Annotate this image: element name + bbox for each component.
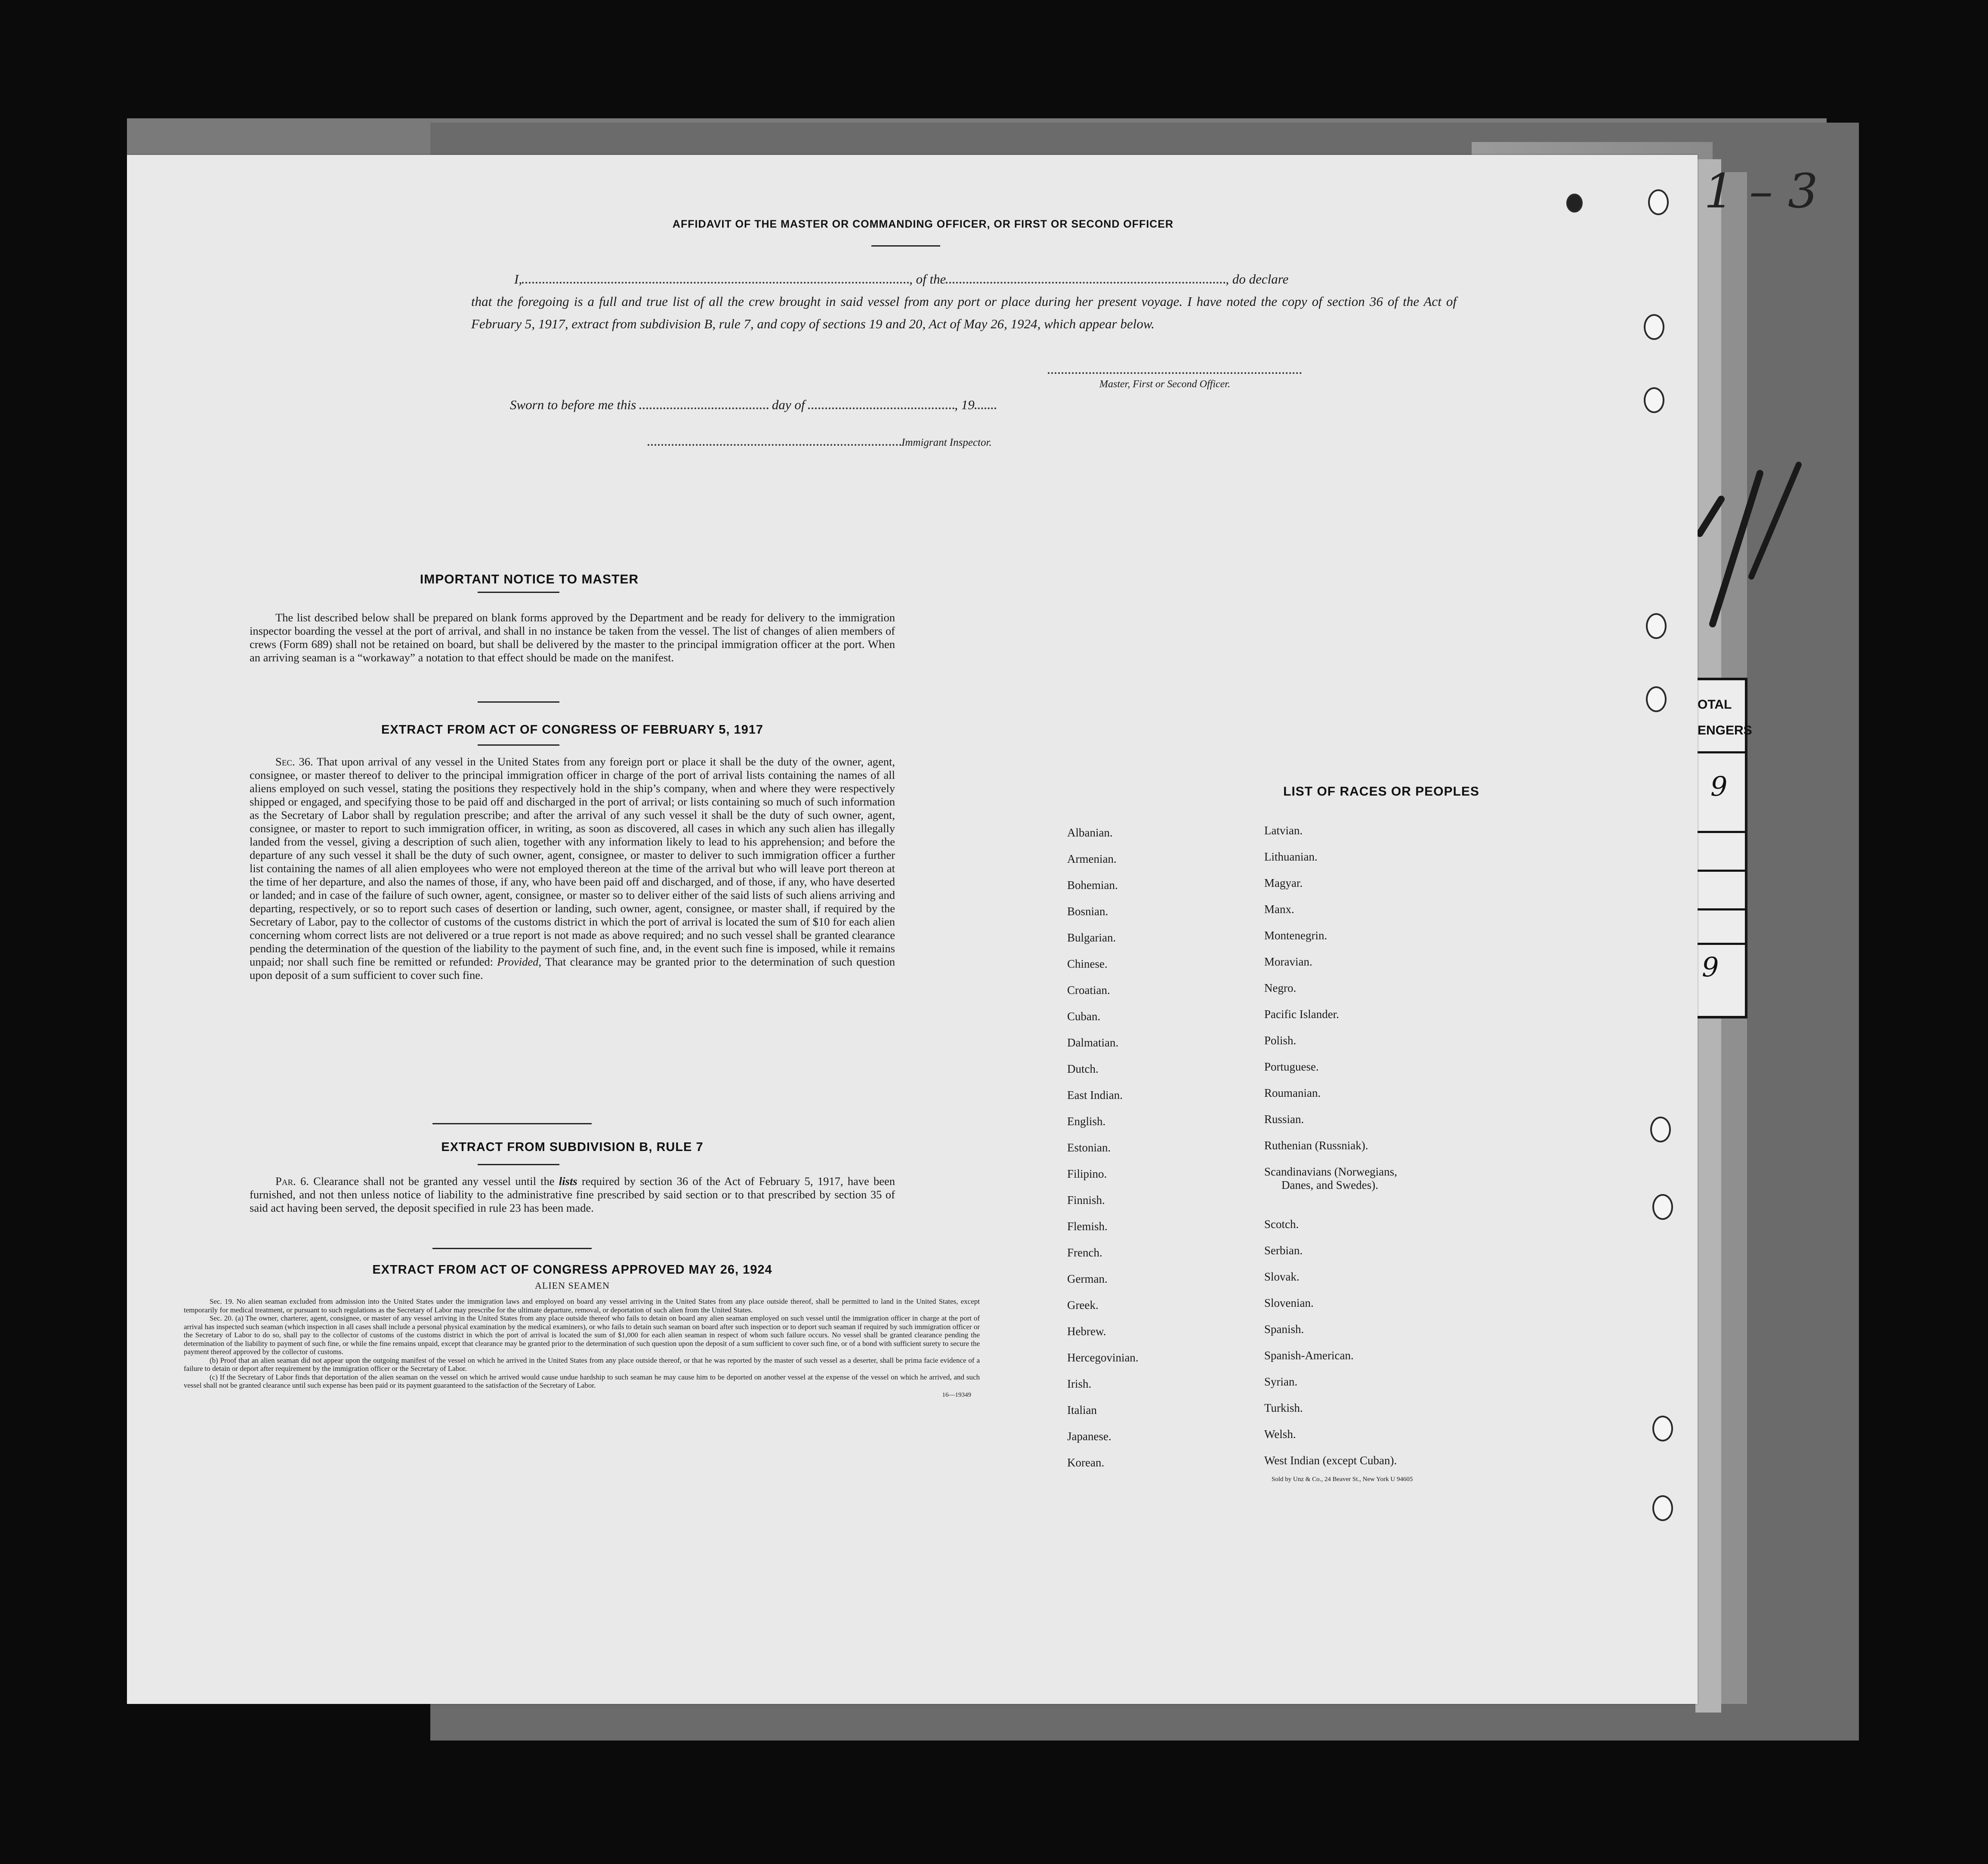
extract-rule7-title: EXTRACT FROM SUBDIVISION B, RULE 7 — [441, 1140, 704, 1154]
race-item: Cuban. — [1067, 1010, 1101, 1023]
sec-19-text: Sec. 19. No alien seaman excluded from admission into the United States under the immigration laws and employed on board any vessel arriving in the United States from any place outside thereof, shall be permitted to land in the United States, except temporarily for medical treatment, or pursuant to such regulations as the Secretary of Labor may prescribe for the ultimate departure, removal, or deportation of such alien from the United States. — [184, 1297, 980, 1314]
race-item: Croatian. — [1067, 984, 1110, 997]
divider — [478, 701, 559, 703]
race-item: French. — [1067, 1246, 1102, 1259]
divider — [478, 592, 559, 593]
extract-1924-subtitle: ALIEN SEAMEN — [535, 1280, 610, 1291]
race-item: Armenian. — [1067, 852, 1117, 865]
sworn-line — [510, 397, 996, 413]
race-item: Negro. — [1264, 981, 1297, 994]
races-column-2 — [1264, 824, 1397, 1480]
lists-emphasis: lists — [559, 1175, 577, 1188]
handwritten-strokes — [1687, 447, 1816, 628]
binder-hole — [1644, 387, 1664, 413]
tally-header-1: OTAL — [1698, 697, 1732, 712]
extract-1917-title: EXTRACT FROM ACT OF CONGRESS OF FEBRUARY 5, 1917 — [381, 723, 764, 737]
sworn-year-blank — [975, 407, 996, 409]
race-item: Pacific Islander. — [1264, 1008, 1339, 1021]
par-6-text-a: Clearance shall not be granted any vessel until the — [313, 1175, 555, 1188]
sec-36-end: That clearance may be granted prior to the determination of such question upon deposit of a sum sufficient to cover such fine. — [250, 955, 895, 981]
race-item: Magyar. — [1264, 876, 1303, 889]
race-item: Bohemian. — [1067, 879, 1118, 892]
races-column-1 — [1067, 826, 1139, 1482]
race-item: Welsh. — [1264, 1428, 1296, 1441]
race-item: Irish. — [1067, 1377, 1092, 1390]
form-number: 16—19349 — [942, 1391, 971, 1398]
race-item: English. — [1067, 1115, 1106, 1128]
race-item: German. — [1067, 1272, 1108, 1285]
race-item: Syrian. — [1264, 1375, 1298, 1388]
race-item: Korean. — [1067, 1456, 1105, 1469]
race-item: Finnish. — [1067, 1194, 1105, 1207]
binder-hole — [1646, 613, 1667, 639]
tally-header-2: ENGERS — [1698, 723, 1752, 738]
race-item: Russian. — [1264, 1113, 1304, 1126]
inspector-blank — [648, 444, 901, 446]
race-item-scandinavians: Scandinavians (Norwegians, — [1264, 1165, 1397, 1178]
sworn-month-blank — [808, 407, 954, 409]
race-item: Greek. — [1067, 1299, 1099, 1312]
handwritten-corner-mark: 1 – 3 — [1704, 164, 1818, 219]
race-item: Spanish-American. — [1264, 1349, 1354, 1362]
affidavit-of-the-label: , of the — [909, 272, 946, 287]
divider — [432, 1123, 592, 1124]
notice-section — [250, 611, 895, 664]
race-item: Chinese. — [1067, 957, 1108, 970]
vessel-blank — [946, 282, 1226, 284]
race-item: Turkish. — [1264, 1401, 1303, 1414]
signature-blank — [1048, 372, 1302, 374]
sec-20a-text: Sec. 20. (a) The owner, charterer, agent, consignee, or master of any vessel arriving in the United States from any place outside thereof who fails to detain on board any alien seaman employed on such vessel until the immigration officer in charge at the port of arrival has inspected such seaman (which inspection in all cases shall include a personal physical examination by the medical examiners), or who fails to detain such seaman on board after such inspection or to deport such seaman if required by such immigration officer or the Secretary of Labor to do so, shall pay to the collector of customs of the customs district in which the port of arrival is located the sum of $1,000 for each alien seaman in respect of whom such failure occurs. No vessel shall be granted clearance pending the determination of the liability to payment of such fine, or while the fine remains unpaid, except that clearance may be granted prior to the determination of such question upon the deposit of a sum sufficient to cover such fine, or of a bond with sufficient surety to secure the payment thereof approved by the collector of customs. — [184, 1314, 980, 1356]
affidavit-declaration — [471, 268, 1457, 335]
sec-20c-text: (c) If the Secretary of Labor finds that deportation of the alien seaman on the vessel on which he arrived would cause undue hardship to such seaman he may cause him to be deported on another vessel at the expense of the vessel on which he arrived, and such vessel shall not be granted clearance until such expense has been paid or its payment guaranteed to the satisfaction of the Secretary of Labor. — [184, 1373, 980, 1389]
race-item: Polish. — [1264, 1034, 1297, 1047]
extract-1917-section — [250, 755, 895, 982]
affidavit-declare-label: , do declare — [1226, 272, 1289, 287]
sworn-year: , 19 — [954, 397, 975, 412]
extract-1924-title: EXTRACT FROM ACT OF CONGRESS APPROVED MAY 26, 1924 — [372, 1263, 772, 1277]
binder-hole — [1652, 1416, 1673, 1441]
race-item: West Indian (except Cuban). — [1264, 1454, 1397, 1467]
divider — [871, 245, 940, 247]
provided-label: Provided, — [497, 955, 542, 968]
affidavit-body: that the foregoing is a full and true list of all the crew brought in said vessel from any port or place during her present voyage. I have noted the copy of section 36 of the Act of February 5, 1917, extract from subdivision B, rule 7, and copy of sections 19 and 20, Act of May 26, 1924, which appear below. — [471, 294, 1457, 331]
race-item: Serbian. — [1264, 1244, 1303, 1257]
race-item: Dalmatian. — [1067, 1036, 1119, 1049]
document-page — [127, 155, 1698, 1704]
binder-hole — [1652, 1495, 1673, 1521]
divider — [478, 1164, 559, 1165]
sec-36-text: That upon arrival of any vessel in the United States from any foreign port or place it shall be the duty of the owner, agent, consignee, or master thereof to deliver to the principal immigration officer in charge of the port of arrival lists containing the names of all aliens employed on such vessel, stating the positions they respectively hold in the ship’s company, when and where they were respectively shipped or engaged, and specifying those to be paid off and discharged in the port of arrival; or lists containing so much of such information as the Secretary of Labor shall by regulation prescribe; and after the arrival of any such vessel it shall be the duty of such owner, agent, consignee, or master to report to such immigration officer, in writing, as soon as discovered, all cases in which any such alien has illegally landed from the vessel, giving a description of such alien, together with any information likely to lead to his apprehension; and before the departure of any such vessel it shall be the duty of such owner, agent, consignee, or master to deliver to such immigration officer a further list containing the names of all alien employees who were not employed thereon at the time of the arrival but who will leave port thereon at the time of her departure, and also the names of those, if any, who have been paid off and discharged, and of those, if any, who have deserted or landed; and in case of the failure of such owner, agent, consignee, or master so to deliver either of the said lists of such aliens arriving and departing, respectively, or so to report such cases of desertion or landing, such owner, agent, consignee, or master shall, if required by the Secretary of Labor, pay to the collector of customs of the customs district in which the port of arrival is located the sum of $10 for each alien concerning whom correct lists are not delivered or a true report is not made as above required; and no such vessel shall be granted clearance pending the determination of the question of the liability to the payment of such fine, and, in the event such fine is imposed, while it remains unpaid; nor shall such fine be remitted or refunded: — [250, 755, 895, 968]
races-title: LIST OF RACES OR PEOPLES — [1283, 784, 1479, 799]
race-item: Slovenian. — [1264, 1296, 1314, 1309]
binder-hole — [1650, 1117, 1671, 1142]
binder-hole — [1652, 1194, 1673, 1220]
binder-hole — [1644, 314, 1664, 340]
race-item: Spanish. — [1264, 1323, 1304, 1336]
notice-body: The list described below shall be prepared on blank forms approved by the Department and be ready for delivery to the immigration inspector boarding the vessel at the port of arrival, and shall in no instance be taken from the vessel. The list of changes of alien members of crews (Form 689) shall not be retained on board, but shall be delivered by the master to the principal immigration officer at the port. When an arriving seaman is a “workaway” a notation to that effect should be made on the manifest. — [250, 611, 895, 664]
tally-value-top: 9 — [1710, 771, 1728, 802]
par-6-text-b: required by section 36 of the Act of February 5, 1917, have been furnished, and not then unless notice of liability to the administrative fine prescribed by said section or to that prescribed by section 35 of said act having been served, the deposit specified in rule 23 has been made. — [250, 1175, 895, 1214]
race-item: Hercegovinian. — [1067, 1351, 1139, 1364]
extract-1924-section — [184, 1297, 980, 1399]
binder-hole — [1566, 194, 1583, 213]
race-item — [1264, 1165, 1397, 1218]
name-blank — [522, 282, 909, 284]
race-item: Albanian. — [1067, 826, 1113, 839]
inspector-line — [648, 437, 992, 449]
race-item-continuation: Danes, and Swedes). — [1281, 1179, 1378, 1191]
race-item: Latvian. — [1264, 824, 1303, 837]
race-item: Bulgarian. — [1067, 931, 1116, 944]
race-item: Filipino. — [1067, 1167, 1107, 1180]
binder-hole — [1648, 189, 1669, 215]
race-item: Roumanian. — [1264, 1086, 1321, 1099]
extract-rule7-section — [250, 1175, 895, 1215]
printer-imprint: Sold by Unz & Co., 24 Beaver St., New York U 94605 — [1272, 1476, 1413, 1483]
extract-rule7-body — [250, 1175, 895, 1215]
tally-value-bottom: 9 — [1702, 951, 1719, 983]
sworn-day-blank — [639, 407, 769, 409]
binder-hole — [1646, 686, 1667, 712]
race-item: Japanese. — [1067, 1430, 1111, 1443]
race-item: Estonian. — [1067, 1141, 1111, 1154]
affidavit-title: AFFIDAVIT OF THE MASTER OR COMMANDING OFFICER, OR FIRST OR SECOND OFFICER — [672, 218, 1174, 230]
extract-1917-body — [250, 755, 895, 982]
notice-title: IMPORTANT NOTICE TO MASTER — [420, 572, 639, 586]
race-item: Moravian. — [1264, 955, 1312, 968]
race-item: Hebrew. — [1067, 1325, 1106, 1338]
race-item: Italian — [1067, 1404, 1097, 1417]
sec-36-label: Sec. 36. — [275, 755, 313, 768]
race-item: Ruthenian (Russniak). — [1264, 1139, 1368, 1152]
race-item: Scotch. — [1264, 1218, 1299, 1231]
sworn-day-of: day of — [772, 397, 805, 412]
race-item: Manx. — [1264, 903, 1294, 916]
race-item: Dutch. — [1067, 1062, 1099, 1075]
race-item: Montenegrin. — [1264, 929, 1327, 942]
master-signature-label: Master, First or Second Officer. — [1099, 379, 1230, 390]
sec-20b-text: (b) Proof that an alien seaman did not appear upon the outgoing manifest of the vessel on which he arrived in the United States from any place outside thereof, or that he was reported by the master of such vessel as a deserter, shall be prima facie evidence of a failure to detain or deport after requirement by the immigration officer or the Secretary of Labor. — [184, 1356, 980, 1373]
race-item: East Indian. — [1067, 1089, 1123, 1102]
race-item: Bosnian. — [1067, 905, 1108, 918]
total-passengers-box — [1689, 678, 1752, 1018]
divider — [432, 1248, 592, 1249]
race-item: Lithuanian. — [1264, 850, 1318, 863]
race-item: Portuguese. — [1264, 1060, 1319, 1073]
inspector-label: Immigrant Inspector. — [901, 437, 992, 448]
race-item: Flemish. — [1067, 1220, 1108, 1233]
divider — [478, 744, 559, 746]
race-item: Slovak. — [1264, 1270, 1300, 1283]
sworn-prefix: Sworn to before me this — [510, 397, 636, 412]
par-6-label: Par. 6. — [275, 1175, 309, 1188]
affidavit-i-label: I, — [514, 272, 522, 287]
